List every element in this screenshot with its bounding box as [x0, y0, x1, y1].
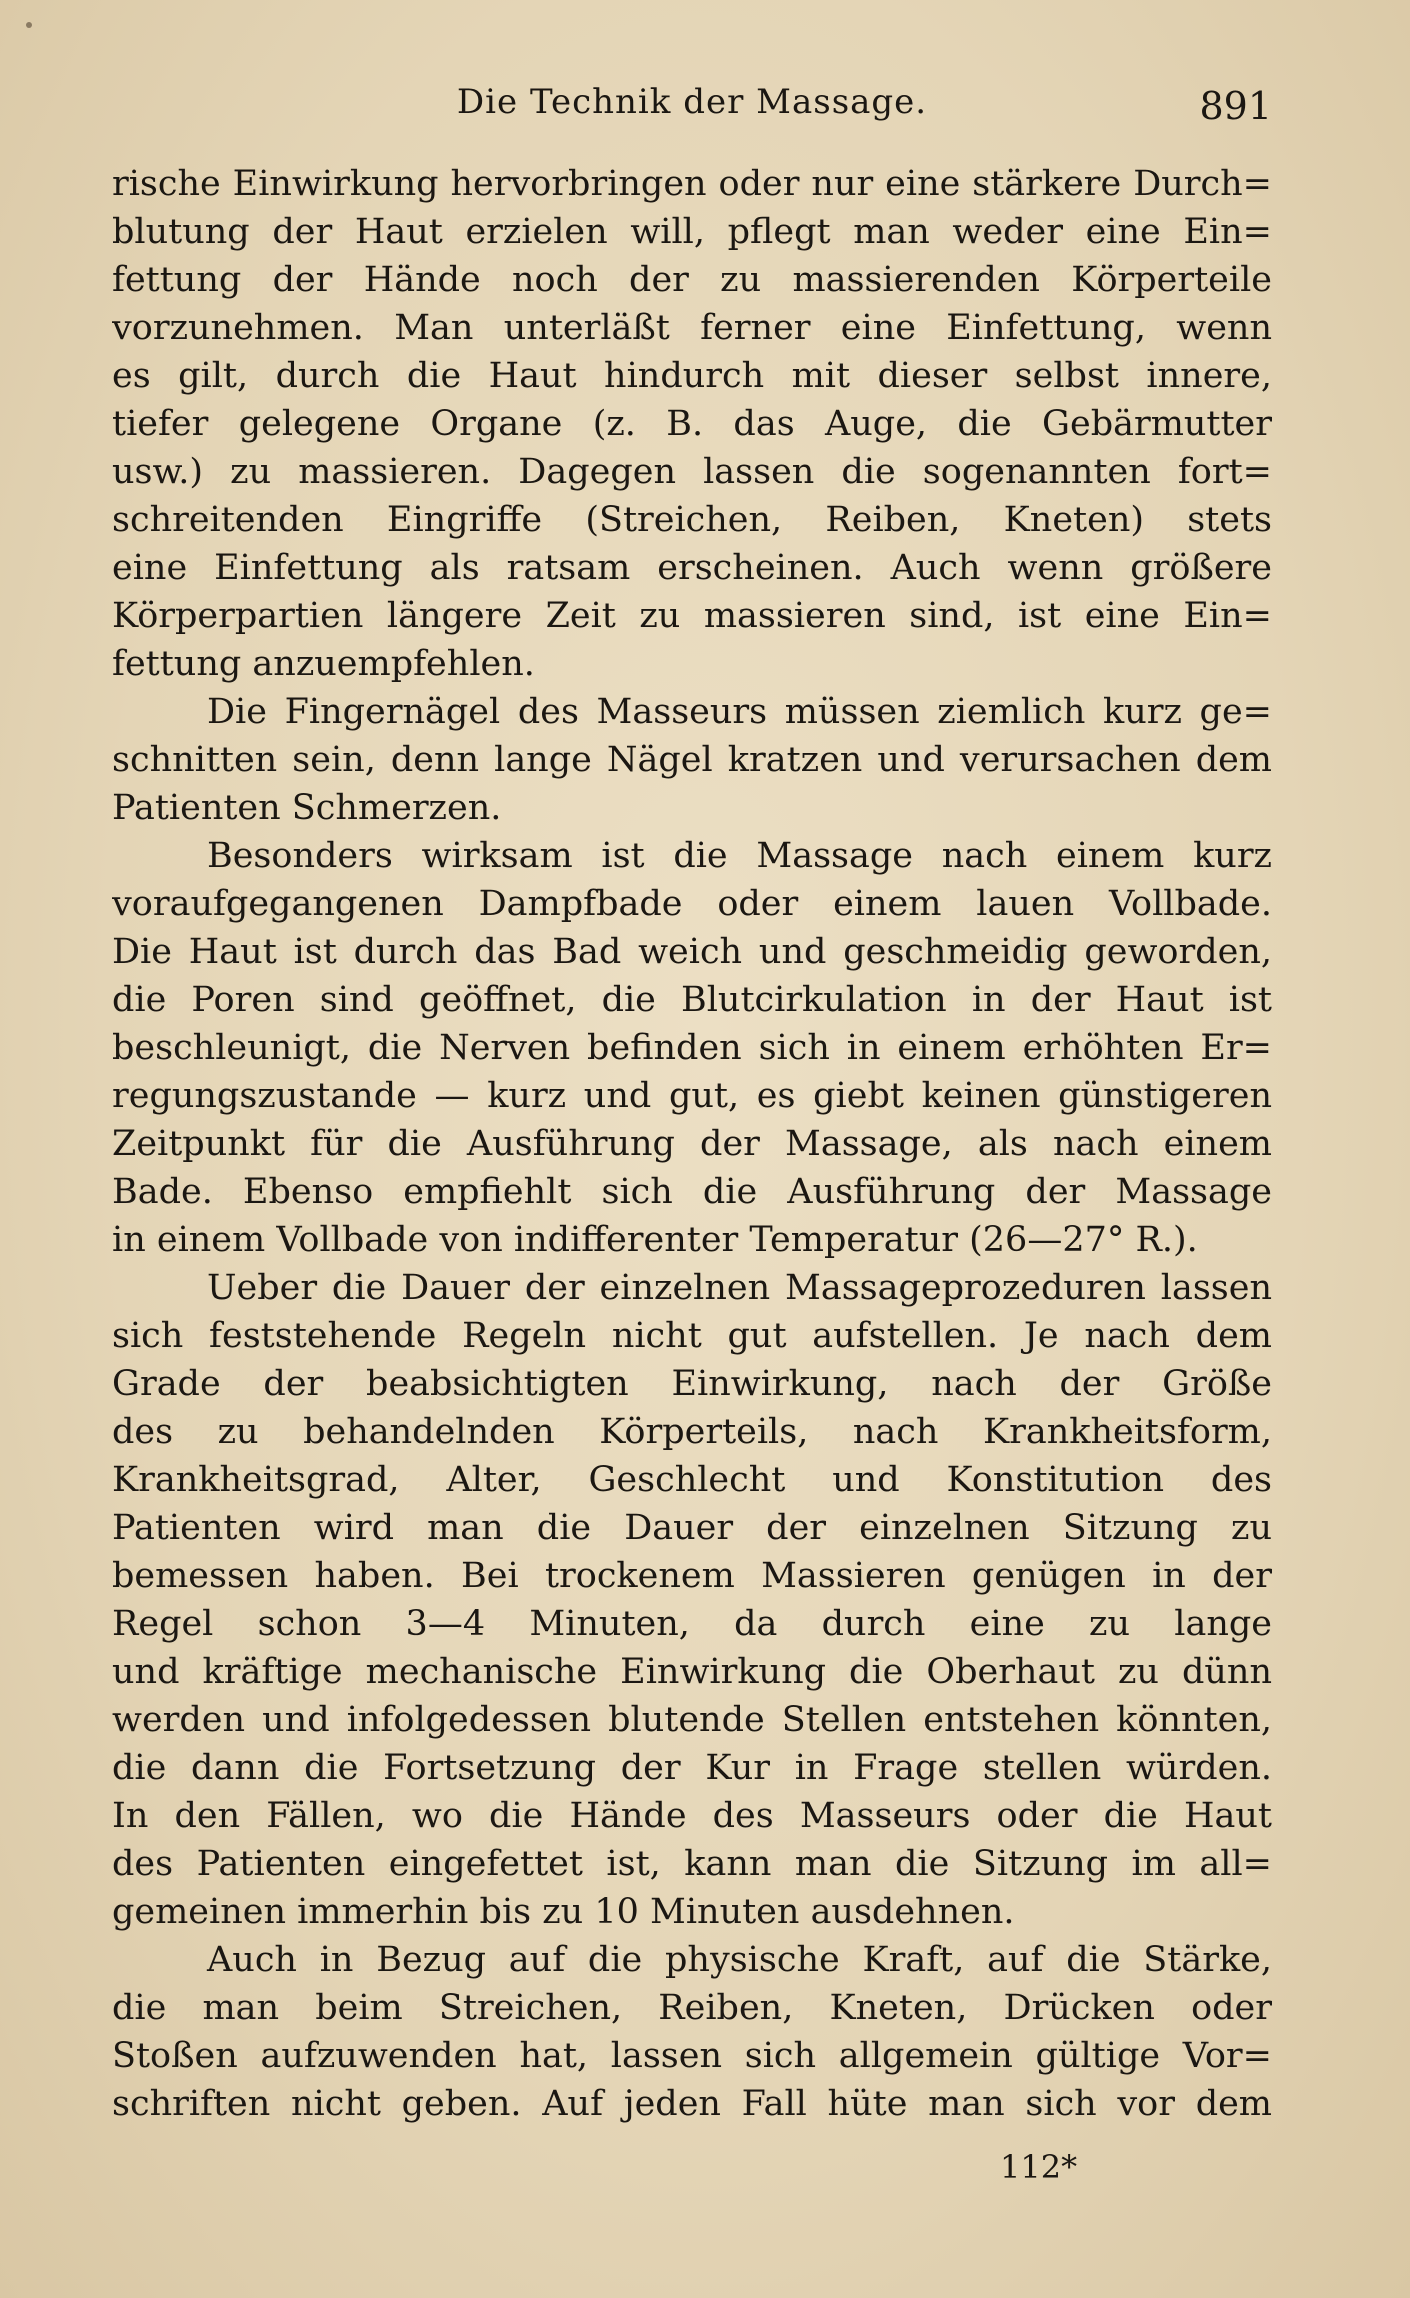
text-line: des zu behandelnden Körperteils, nach Krankheitsform, [112, 1412, 1272, 1452]
text-line: usw.) zu massieren. Dagegen lassen die sogenannten fort= [112, 452, 1272, 492]
paragraph [112, 1264, 1272, 1936]
text-line: Regel schon 3—4 Minuten, da durch eine zu lange [112, 1604, 1272, 1644]
text-line: werden und infolgedessen blutende Stellen entstehen könnten, [112, 1700, 1272, 1740]
paragraph [112, 1936, 1272, 2128]
signature-mark: 112* [1000, 2148, 1078, 2186]
text-line: Die Haut ist durch das Bad weich und geschmeidig geworden, [112, 932, 1272, 972]
page-number: 891 [1199, 84, 1272, 128]
text-line: Ueber die Dauer der einzelnen Massageprozeduren lassen [207, 1268, 1272, 1308]
text-line: des Patienten eingefettet ist, kann man die Sitzung im all= [112, 1844, 1272, 1884]
text-line: sich feststehende Regeln nicht gut aufstellen. Je nach dem [112, 1316, 1272, 1356]
text-line: Körperpartien längere Zeit zu massieren sind, ist eine Ein= [112, 596, 1272, 636]
text-line: Bade. Ebenso empfiehlt sich die Ausführung der Massage [112, 1172, 1272, 1212]
text-line: fettung anzuempfehlen. [112, 644, 535, 684]
text-line: Grade der beabsichtigten Einwirkung, nach der Größe [112, 1364, 1272, 1404]
text-line: blutung der Haut erzielen will, pflegt man weder eine Ein= [112, 212, 1272, 252]
text-line: Auch in Bezug auf die physische Kraft, auf die Stärke, [207, 1940, 1272, 1980]
text-line: vorzunehmen. Man unterläßt ferner eine Einfettung, wenn [112, 308, 1272, 348]
page-header [112, 78, 1272, 138]
text-line: bemessen haben. Bei trockenem Massieren genügen in der [112, 1556, 1272, 1596]
text-line: tiefer gelegene Organe (z. B. das Auge, die Gebärmutter [112, 404, 1272, 444]
text-line: in einem Vollbade von indifferenter Temperatur (26—27° R.). [112, 1220, 1198, 1260]
text-line: Patienten wird man die Dauer der einzelnen Sitzung zu [112, 1508, 1272, 1548]
text-line: In den Fällen, wo die Hände des Masseurs oder die Haut [112, 1796, 1272, 1836]
text-line: regungszustande — kurz und gut, es giebt keinen günstigeren [112, 1076, 1272, 1116]
body-text [112, 160, 1272, 2128]
text-line: die man beim Streichen, Reiben, Kneten, Drücken oder [112, 1988, 1272, 2028]
text-line: voraufgegangenen Dampfbade oder einem lauen Vollbade. [112, 884, 1272, 924]
text-line: Stoßen aufzuwenden hat, lassen sich allgemein gültige Vor= [112, 2036, 1272, 2076]
text-line: schriften nicht geben. Auf jeden Fall hüte man sich vor dem [112, 2084, 1272, 2124]
text-line: Patienten Schmerzen. [112, 788, 502, 828]
text-line: beschleunigt, die Nerven befinden sich in einem erhöhten Er= [112, 1028, 1272, 1068]
text-line: schnitten sein, denn lange Nägel kratzen und verursachen dem [112, 740, 1272, 780]
running-head: Die Technik der Massage. [456, 82, 928, 122]
text-line: Besonders wirksam ist die Massage nach einem kurz [207, 836, 1272, 876]
text-line: schreitenden Eingriffe (Streichen, Reiben, Kneten) stets [112, 500, 1272, 540]
print-speck [26, 22, 32, 28]
text-line: Die Fingernägel des Masseurs müssen ziemlich kurz ge= [207, 692, 1272, 732]
text-line: die dann die Fortsetzung der Kur in Frage stellen würden. [112, 1748, 1272, 1788]
text-line: und kräftige mechanische Einwirkung die Oberhaut zu dünn [112, 1652, 1272, 1692]
text-line: die Poren sind geöffnet, die Blutcirkulation in der Haut ist [112, 980, 1272, 1020]
text-line: rische Einwirkung hervorbringen oder nur eine stärkere Durch= [112, 164, 1272, 204]
text-line: es gilt, durch die Haut hindurch mit dieser selbst innere, [112, 356, 1272, 396]
paragraph [112, 688, 1272, 832]
text-line: eine Einfettung als ratsam erscheinen. Auch wenn größere [112, 548, 1272, 588]
text-line: Krankheitsgrad, Alter, Geschlecht und Konstitution des [112, 1460, 1272, 1500]
text-line: gemeinen immerhin bis zu 10 Minuten ausdehnen. [112, 1892, 1015, 1932]
paragraph [112, 160, 1272, 688]
text-line: fettung der Hände noch der zu massierenden Körperteile [112, 260, 1272, 300]
text-line: Zeitpunkt für die Ausführung der Massage, als nach einem [112, 1124, 1272, 1164]
paragraph [112, 832, 1272, 1264]
